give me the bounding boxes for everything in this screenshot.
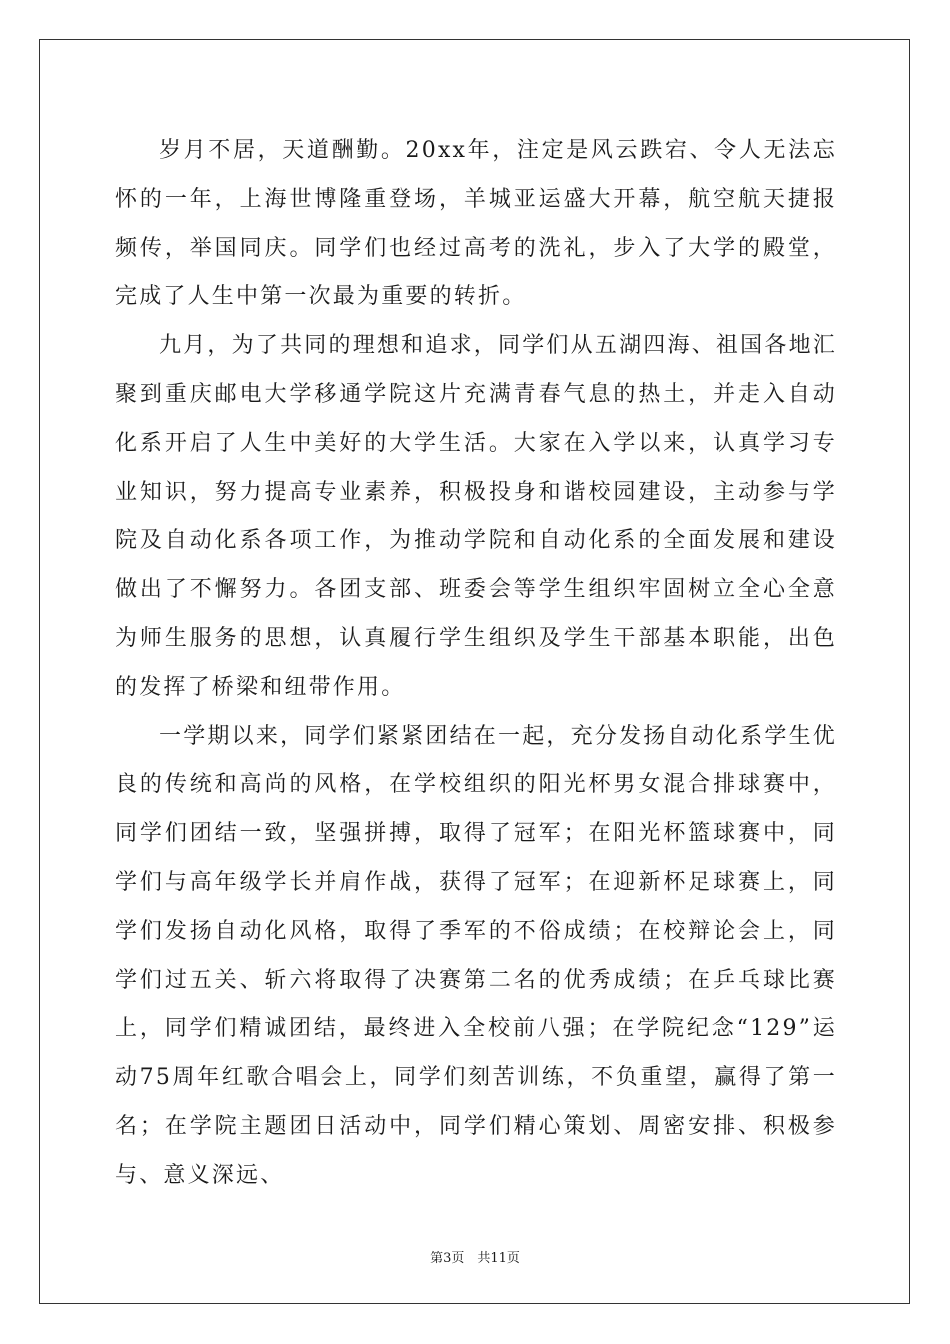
paragraph-1: 岁月不居，天道酬勤。20xx年，注定是风云跌宕、令人无法忘怀的一年，上海世博隆重登场，羊城亚运盛大开幕，航空航天捷报频传，举国同庆。同学们也经过高考的洗礼，步入了大学的殿堂，完成了人生中第一次最为重要的转折。 (115, 138, 837, 310)
document-body (115, 127, 837, 1201)
paragraph-3: 一学期以来，同学们紧紧团结在一起，充分发扬自动化系学生优良的传统和高尚的风格，在学校组织的阳光杯男女混合排球赛中，同学们团结一致，坚强拼搏，取得了冠军；在阳光杯篮球赛中，同学们与高年级学长并肩作战，获得了冠军；在迎新杯足球赛上，同学们发扬自动化风格，取得了季军的不俗成绩；在校辩论会上，同学们过五关、斩六将取得了决赛第二名的优秀成绩；在乒乓球比赛上，同学们精诚团结，最终进入全校前八强；在学院纪念“129”运动75周年红歌合唱会上，同学们刻苦训练，不负重望，赢得了第一名；在学院主题团日活动中，同学们精心策划、周密安排、积极参与、意义深远、 (115, 723, 837, 1188)
page-number-footer: 第3页 共11页 (430, 1251, 520, 1266)
paragraph-2: 九月，为了共同的理想和追求，同学们从五湖四海、祖国各地汇聚到重庆邮电大学移通学院这片充满青春气息的热土，并走入自动化系开启了人生中美好的大学生活。大家在入学以来，认真学习专业知识，努力提高专业素养，积极投身和谐校园建设，主动参与学院及自动化系各项工作，为推动学院和自动化系的全面发展和建设做出了不懈努力。各团支部、班委会等学生组织牢固树立全心全意为师生服务的思想，认真履行学生组织及学生干部基本职能，出色的发挥了桥梁和纽带作用。 (115, 333, 837, 700)
